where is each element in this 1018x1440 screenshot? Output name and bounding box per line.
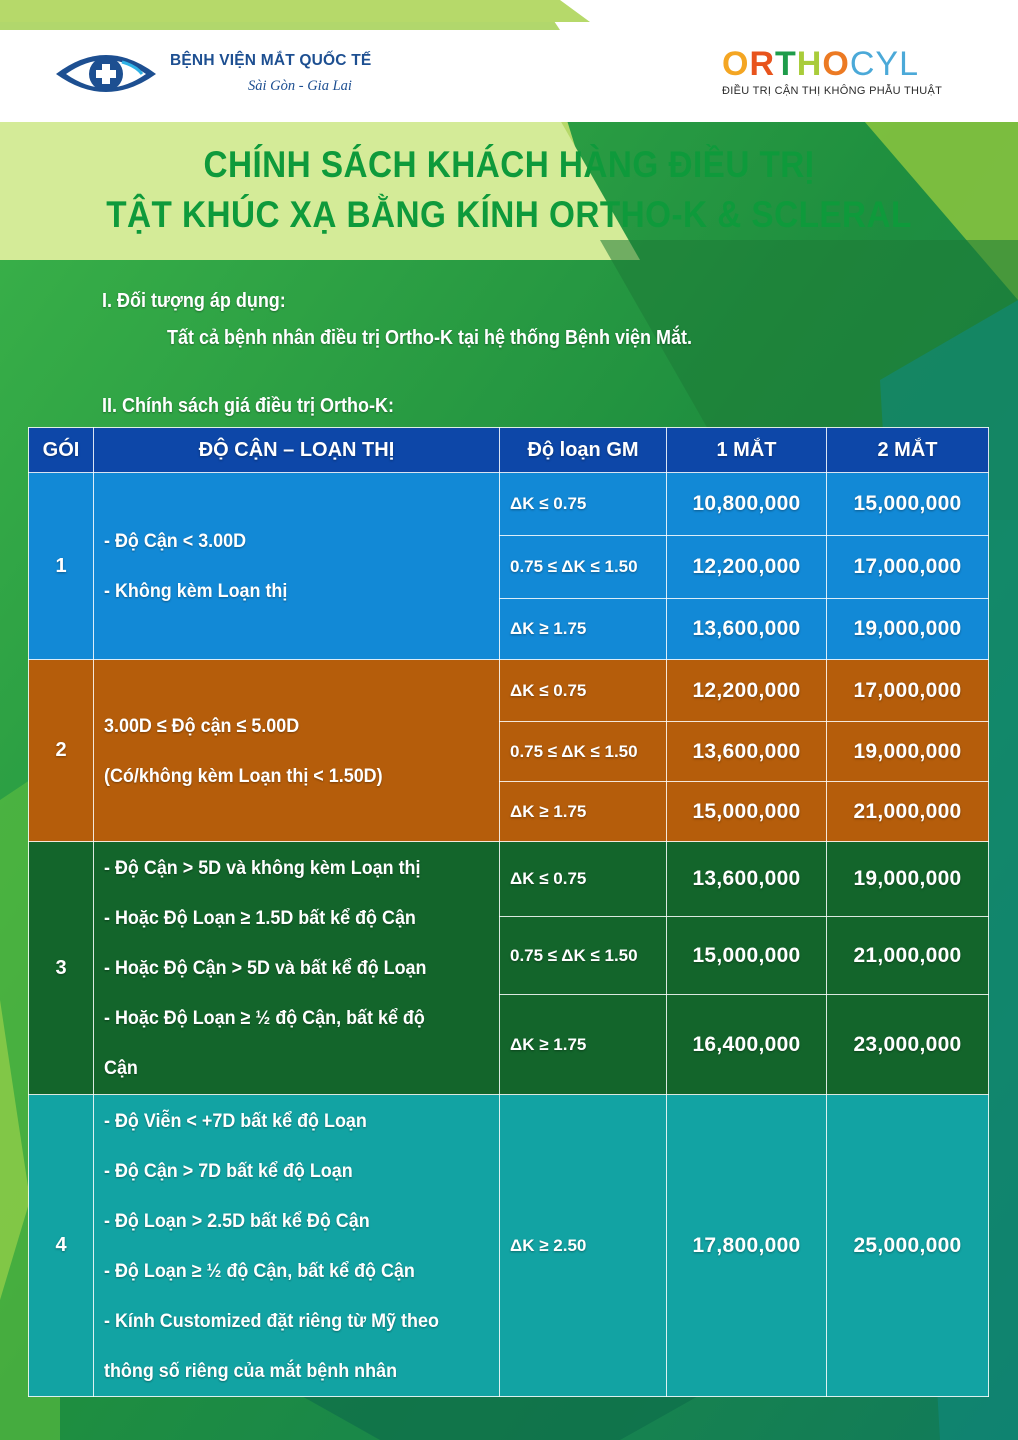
brand-letter: Y xyxy=(875,45,900,83)
corneal-astigmatism-range: 0.75 ≤ ΔK ≤ 1.50 xyxy=(500,917,667,995)
page-title xyxy=(0,140,1018,240)
criteria-line: - Độ Loạn ≥ ½ độ Cận, bất kể độ Cận xyxy=(104,1259,415,1282)
corneal-astigmatism-range: ΔK ≥ 1.75 xyxy=(500,599,667,660)
section-2-heading: II. Chính sách giá điều trị Ortho-K: xyxy=(102,395,395,417)
criteria-line: 3.00D ≤ Độ cận ≤ 5.00D xyxy=(104,714,300,737)
table-header-row xyxy=(29,428,989,473)
header-myopia-astigmatism: ĐỘ CẬN – LOẠN THỊ xyxy=(94,428,500,473)
table-body xyxy=(29,473,989,1397)
table-row xyxy=(29,1095,989,1397)
price-two-eyes: 19,000,000 xyxy=(827,599,989,660)
price-one-eye: 12,200,000 xyxy=(667,536,827,599)
criteria-line: - Độ Viễn < +7D bất kể độ Loạn xyxy=(104,1109,367,1132)
corneal-astigmatism-range: ΔK ≥ 1.75 xyxy=(500,782,667,842)
corneal-astigmatism-range: ΔK ≥ 1.75 xyxy=(500,995,667,1095)
criteria-line: Cận xyxy=(104,1057,138,1079)
corneal-astigmatism-range: 0.75 ≤ ΔK ≤ 1.50 xyxy=(500,536,667,599)
price-two-eyes: 19,000,000 xyxy=(827,842,989,917)
criteria-line: - Độ Loạn > 2.5D bất kể Độ Cận xyxy=(104,1209,370,1232)
package-criteria xyxy=(94,660,500,842)
criteria-line: - Kính Customized đặt riêng từ Mỹ theo xyxy=(104,1309,439,1332)
header-corneal-astigmatism: Độ loạn GM xyxy=(500,428,667,473)
criteria-line: thông số riêng của mắt bệnh nhân xyxy=(104,1359,398,1382)
brand-letter: H xyxy=(796,45,823,83)
criteria-line: - Độ Cận > 7D bất kể độ Loạn xyxy=(104,1159,353,1182)
price-two-eyes: 15,000,000 xyxy=(827,473,989,536)
header-two-eyes: 2 MẮT xyxy=(827,428,989,473)
criteria-line: - Độ Cận > 5D và không kèm Loạn thị xyxy=(104,857,421,879)
brand-letter: C xyxy=(849,45,876,83)
table-row xyxy=(29,660,989,722)
criteria-line: (Có/không kèm Loạn thị < 1.50D) xyxy=(104,764,383,787)
package-criteria xyxy=(94,473,500,660)
corneal-astigmatism-range: ΔK ≤ 0.75 xyxy=(500,842,667,917)
criteria-line: - Hoặc Độ Loạn ≥ 1.5D bất kể độ Cận xyxy=(104,907,416,929)
eye-logo-icon xyxy=(52,44,160,102)
brand-letter: O xyxy=(822,45,850,83)
section-1-body: Tất cả bệnh nhân điều trị Ortho-K tại hệ thống Bệnh viện Mắt. xyxy=(167,327,693,349)
criteria-line: - Hoặc Độ Loạn ≥ ½ độ Cận, bất kể độ xyxy=(104,1007,425,1029)
corneal-astigmatism-range: 0.75 ≤ ΔK ≤ 1.50 xyxy=(500,722,667,782)
price-table xyxy=(28,427,989,1397)
package-number: 3 xyxy=(29,842,94,1095)
price-one-eye: 17,800,000 xyxy=(667,1095,827,1397)
brand-letter: T xyxy=(775,45,797,83)
table-row xyxy=(29,842,989,917)
price-two-eyes: 23,000,000 xyxy=(827,995,989,1095)
price-one-eye: 15,000,000 xyxy=(667,782,827,842)
criteria-line: - Hoặc Độ Cận > 5D và bất kể độ Loạn xyxy=(104,957,427,979)
price-two-eyes: 21,000,000 xyxy=(827,782,989,842)
brand-letter: L xyxy=(899,45,919,83)
hospital-branch: Sài Gòn - Gia Lai xyxy=(248,78,352,94)
price-one-eye: 13,600,000 xyxy=(667,599,827,660)
orthocyl-logo xyxy=(722,45,919,83)
price-two-eyes: 25,000,000 xyxy=(827,1095,989,1397)
table-row xyxy=(29,473,989,536)
price-one-eye: 13,600,000 xyxy=(667,842,827,917)
price-one-eye: 16,400,000 xyxy=(667,995,827,1095)
price-one-eye: 13,600,000 xyxy=(667,722,827,782)
price-one-eye: 12,200,000 xyxy=(667,660,827,722)
package-criteria xyxy=(94,842,500,1095)
hospital-name: BỆNH VIỆN MẮT QUỐC TẾ xyxy=(170,52,372,69)
header-package: GÓI xyxy=(29,428,94,473)
package-number: 2 xyxy=(29,660,94,842)
price-two-eyes: 21,000,000 xyxy=(827,917,989,995)
price-two-eyes: 17,000,000 xyxy=(827,660,989,722)
corneal-astigmatism-range: ΔK ≤ 0.75 xyxy=(500,473,667,536)
corneal-astigmatism-range: ΔK ≥ 2.50 xyxy=(500,1095,667,1397)
title-line-1: CHÍNH SÁCH KHÁCH HÀNG ĐIỀU TRỊ xyxy=(203,144,815,185)
package-number: 4 xyxy=(29,1095,94,1397)
header xyxy=(0,0,1018,122)
price-two-eyes: 19,000,000 xyxy=(827,722,989,782)
price-one-eye: 15,000,000 xyxy=(667,917,827,995)
package-number: 1 xyxy=(29,473,94,660)
price-two-eyes: 17,000,000 xyxy=(827,536,989,599)
price-one-eye: 10,800,000 xyxy=(667,473,827,536)
header-one-eye: 1 MẮT xyxy=(667,428,827,473)
brand-letter: O xyxy=(722,45,750,83)
title-line-2: TẬT KHÚC XẠ BẰNG KÍNH ORTHO-K & SCLERAL xyxy=(106,194,912,235)
section-1-heading: I. Đối tượng áp dụng: xyxy=(102,290,286,312)
brand-letter: R xyxy=(749,45,776,83)
criteria-line: - Không kèm Loạn thị xyxy=(104,580,288,602)
brand-tagline: ĐIỀU TRỊ CẬN THỊ KHÔNG PHẪU THUẬT xyxy=(722,85,943,97)
package-criteria xyxy=(94,1095,500,1397)
criteria-line: - Độ Cận < 3.00D xyxy=(104,530,247,552)
corneal-astigmatism-range: ΔK ≤ 0.75 xyxy=(500,660,667,722)
